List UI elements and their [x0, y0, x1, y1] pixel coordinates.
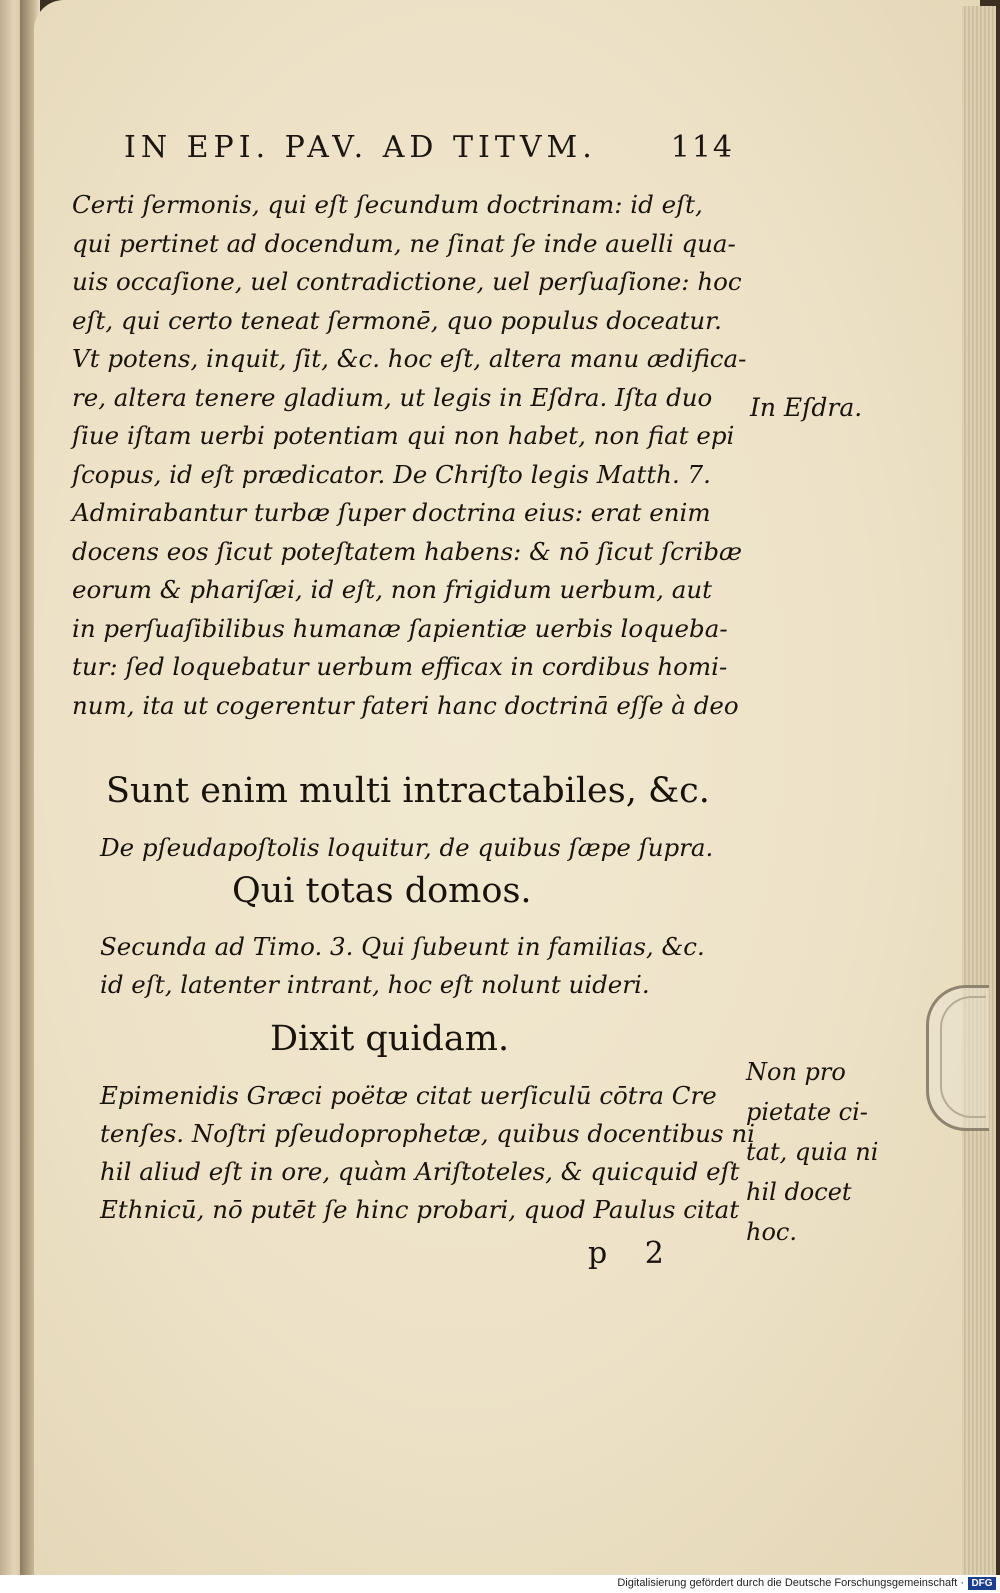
main-text-line: re, altera tenere gladium, ut legis in Eſdra. Iſta duo [72, 382, 713, 412]
footer-credit: Digitalisierung gefördert durch die Deutsche Forschungsgemeinschaft · [617, 1577, 964, 1589]
margin-note-line: hoc. [746, 1218, 797, 1246]
page-edges [962, 6, 996, 1575]
page-clip-inner [940, 996, 986, 1118]
text-2-line: id eſt, latenter intrant, hoc eſt nolunt uideri. [100, 970, 650, 999]
main-text-line: docens eos ſicut poteſtatem habens: & nō ſicut ſcribæ [72, 536, 743, 566]
lemma-heading-2: Qui totas domos. [232, 871, 532, 911]
margin-note-aristotle [746, 1052, 886, 1252]
main-text-line: num, ita ut cogerentur fateri hanc doctrinā eſſe à deo [72, 690, 739, 720]
main-text-line: in perſuaſibilibus humanæ ſapientiæ uerbis loqueba- [72, 613, 728, 643]
running-head [124, 130, 734, 165]
main-text-line: eſt, qui certo teneat ſermonē, quo populus doceatur. [72, 305, 722, 335]
text-block-1 [100, 829, 713, 867]
lemma-heading-1: Sunt enim multi intractabiles, &c. [106, 771, 710, 811]
previous-page-bleed-text [2, 200, 20, 320]
text-2-line: Secunda ad Timo. 3. Qui ſubeunt in familias, &c. [100, 932, 705, 961]
main-text-line: qui pertinet ad docendum, ne ſinat ſe inde auelli qua- [72, 228, 736, 258]
text-3-line: tenſes. Noſtri pſeudoprophetæ, quibus docentibus ni [100, 1119, 755, 1148]
main-text-line: Vt potens, inquit, ſit, &c. hoc eſt, altera manu ædifica- [72, 344, 747, 373]
margin-note-esdra: In Eſdra. [750, 393, 863, 422]
main-text-line: Certi ſermonis, qui eſt ſecundum doctrinam: id eſt, [72, 190, 703, 219]
dfg-logo: DFG [968, 1577, 996, 1590]
text-3-line: hil aliud eſt in ore, quàm Ariſtoteles, & quicquid eſt [100, 1157, 740, 1186]
main-text-line: Admirabantur turbæ ſuper doctrina eius: erat enim [72, 498, 711, 527]
text-3-line: Epimenidis Græci poëtæ citat uerſiculū cōtra Cre [100, 1081, 717, 1110]
margin-note-line: hil docet [746, 1178, 852, 1206]
text-1-line: De pſeudapoſtolis loquitur, de quibus ſæpe ſupra. [100, 833, 714, 862]
lemma-heading-3: Dixit quidam. [270, 1019, 510, 1059]
catchword-signature: p 2 [588, 1236, 678, 1271]
margin-note-line: Non pro [746, 1058, 846, 1086]
main-text-block [72, 186, 747, 725]
folio-number: 114 [670, 130, 734, 165]
text-block-2 [100, 928, 740, 1004]
footer-bar [0, 1575, 1000, 1593]
main-text-line: ſcopus, id eſt prædicator. De Chriſto legis Matth. 7. [72, 459, 711, 489]
margin-note-line: tat, quia ni [746, 1138, 879, 1166]
text-3-line: Ethnicū, nō putēt ſe hinc probari, quod Paulus citat [100, 1195, 740, 1224]
main-text-line: ſiue iſtam uerbi potentiam qui non habet, non fiat epi [72, 421, 735, 450]
margin-note-line: pietate ci- [746, 1098, 868, 1126]
text-block-3 [100, 1077, 755, 1229]
main-text-line: uis occaſione, uel contradictione, uel perſuaſione: hoc [72, 267, 742, 296]
main-text-line: tur: ſed loquebatur uerbum efficax in cordibus homi- [72, 652, 728, 681]
running-head-title: IN EPI. PAV. AD TITVM. [124, 130, 597, 165]
main-text-line: eorum & phariſæi, id eſt, non frigidum uerbum, aut [72, 575, 712, 604]
